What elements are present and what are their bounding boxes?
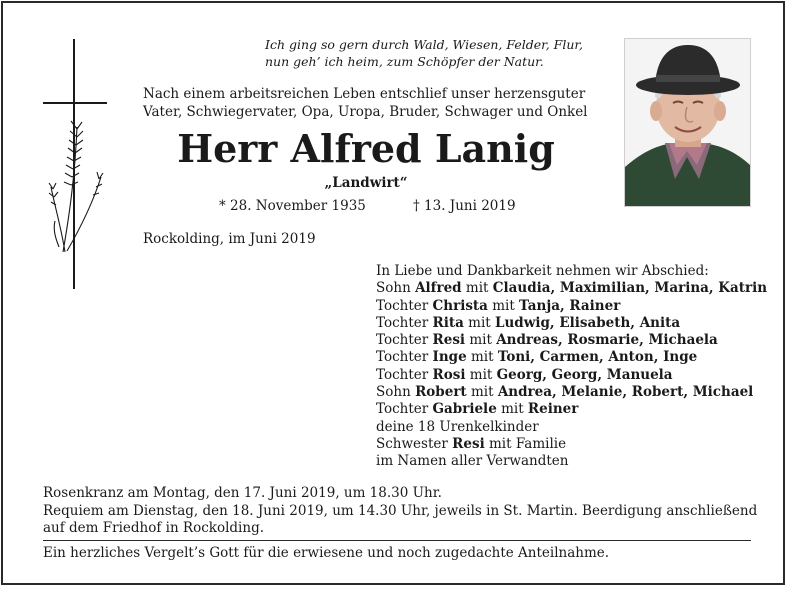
family-names: Reiner xyxy=(527,401,579,418)
family-names: Claudia, Maximilian, Marina, Katrin xyxy=(492,280,768,297)
joiner: mit xyxy=(469,366,493,383)
joiner: mit xyxy=(501,401,524,418)
family-names: Andrea, Melanie, Robert, Michael xyxy=(497,384,754,401)
great-grandchildren-line: deine 18 Urenkelkinder xyxy=(376,418,539,435)
sister-prefix: Schwester xyxy=(376,435,448,452)
place-and-date: Rockolding, im Juni 2019 xyxy=(143,231,316,247)
relation: Sohn xyxy=(376,280,411,297)
quote-line-1: Ich ging so gern durch Wald, Wiesen, Felder, Flur, xyxy=(265,37,583,52)
mourner-entry xyxy=(376,349,767,366)
deceased-name: Herr Alfred Lanig xyxy=(177,126,555,171)
child-name: Robert xyxy=(415,384,467,401)
deceased-nickname: „Landwirt“ xyxy=(324,175,408,191)
joiner: mit xyxy=(468,314,491,331)
intro-line-2: Vater, Schwiegervater, Opa, Uropa, Bruder, Schwager und Onkel xyxy=(143,104,588,120)
mourner-entry xyxy=(376,298,767,315)
quote-line-2: nun geh’ ich heim, zum Schöpfer der Natur. xyxy=(265,54,544,69)
joiner: mit xyxy=(470,384,494,401)
child-name: Gabriele xyxy=(432,401,497,418)
thanks-text: Ein herzliches Vergelt’s Gott für die erwiesene und noch zugedachte Anteilnahme. xyxy=(43,545,610,561)
relation: Tochter xyxy=(376,314,429,331)
joiner: mit xyxy=(465,280,489,297)
mourner-entry xyxy=(376,315,767,332)
rosary-line: Rosenkranz am Montag, den 17. Juni 2019, um 18.30 Uhr. xyxy=(43,485,442,501)
relation: Tochter xyxy=(376,401,429,418)
cross-with-wheat-icon xyxy=(41,37,111,293)
joiner: mit xyxy=(469,332,492,349)
joiner: mit xyxy=(492,297,515,314)
relation: Tochter xyxy=(376,366,429,383)
family-names: Tanja, Rainer xyxy=(519,297,621,314)
family-names: Toni, Carmen, Anton, Inge xyxy=(497,349,698,366)
child-name: Resi xyxy=(432,332,466,349)
mourners-list xyxy=(376,263,767,471)
family-names: Andreas, Rosmarie, Michaela xyxy=(496,332,718,349)
sister-line xyxy=(376,436,767,453)
mourner-entry xyxy=(376,401,767,418)
child-name: Alfred xyxy=(415,280,462,297)
mourner-entry xyxy=(376,384,767,401)
family-names: Georg, Georg, Manuela xyxy=(496,366,673,383)
sister-suffix: mit Familie xyxy=(489,435,567,452)
obituary-card xyxy=(1,1,785,585)
mourner-entry xyxy=(376,332,767,349)
child-name: Christa xyxy=(432,297,488,314)
family-names: Ludwig, Elisabeth, Anita xyxy=(495,314,681,331)
birth-date: * 28. November 1935 xyxy=(219,198,366,214)
relatives-line: im Namen aller Verwandten xyxy=(376,453,569,470)
mourner-entry xyxy=(376,367,767,384)
intro-text xyxy=(143,85,588,121)
child-name: Inge xyxy=(432,349,467,366)
relation: Sohn xyxy=(376,384,411,401)
mourners-heading: In Liebe und Dankbarkeit nehmen wir Abschied: xyxy=(376,263,709,279)
requiem-line: Requiem am Dienstag, den 18. Juni 2019, um 14.30 Uhr, jeweils in St. Martin. Beerdigung anschließend auf dem Friedhof in Rockolding. xyxy=(43,502,758,536)
portrait-illustration xyxy=(625,39,750,206)
portrait-photo xyxy=(624,38,751,207)
relation: Tochter xyxy=(376,297,429,314)
relation: Tochter xyxy=(376,349,429,366)
mourner-entry xyxy=(376,280,767,297)
joiner: mit xyxy=(470,349,494,366)
service-details xyxy=(43,485,758,538)
child-name: Rosi xyxy=(432,366,466,383)
divider-line xyxy=(43,540,751,541)
death-date: † 13. Juni 2019 xyxy=(413,198,516,214)
relation: Tochter xyxy=(376,332,429,349)
sister-name: Resi xyxy=(452,435,485,452)
intro-line-1: Nach einem arbeitsreichen Leben entschlief unser herzensguter xyxy=(143,86,586,102)
epitaph-quote xyxy=(265,36,583,70)
child-name: Rita xyxy=(432,314,464,331)
